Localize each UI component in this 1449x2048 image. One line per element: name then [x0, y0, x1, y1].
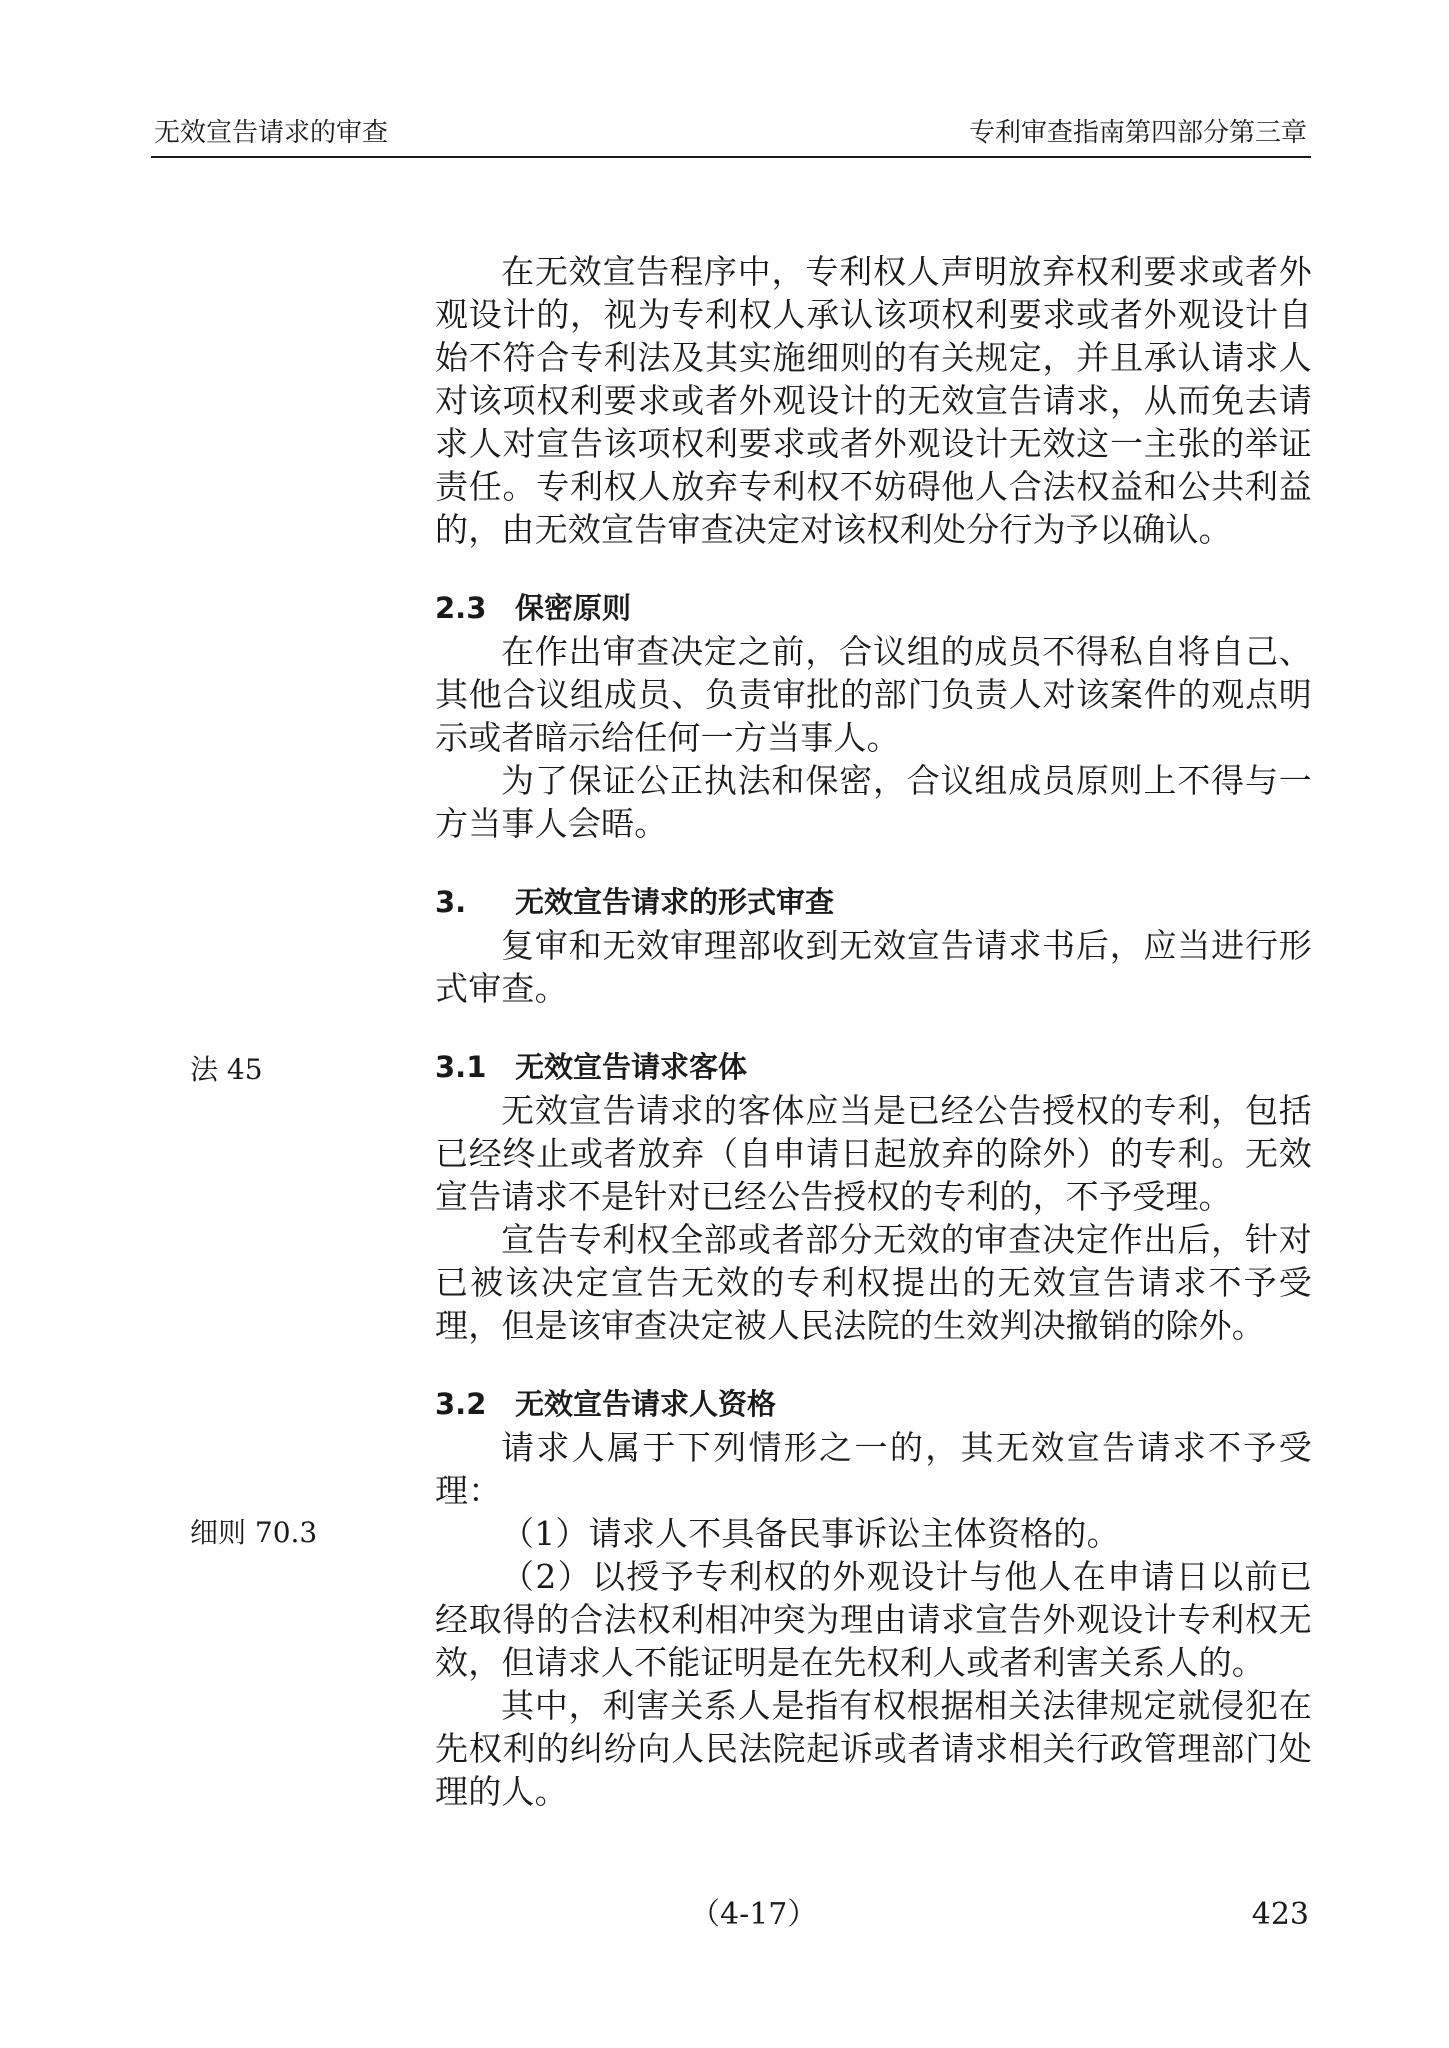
page-number: 423 [1251, 1897, 1309, 1932]
paragraph-waiver: 在无效宣告程序中，专利权人声明放弃权利要求或者外观设计的，视为专利权人承认该项权利要求或者外观设计自始不符合专利法及其实施细则的有关规定，并且承认请求人对该项权利要求或者外观设计的无效宣告请求，从而免去请求人对宣告该项权利要求或者外观设计无效这一主张的举证责任。专利权人放弃专利权不妨碍他人合法权益和公共利益的，由无效宣告审查决定对该权利处分行为予以确认。 [435, 252, 1312, 549]
paragraph-decision: 宣告专利权全部或者部分无效的审查决定作出后，针对已被该决定宣告无效的专利权提出的无效宣告请求不予受理，但是该审查决定被人民法院的生效判决撤销的除外。 [435, 1220, 1312, 1345]
paragraph-interested-party: 其中，利害关系人是指有权根据相关法律规定就侵犯在先权利的纠纷向人民法院起诉或者请求相关行政管理部门处理的人。 [435, 1686, 1312, 1811]
margin-note-law-45: 法 45 [190, 1053, 263, 1086]
paragraph-confidentiality: 在作出审查决定之前，合议组的成员不得私自将自己、其他合议组成员、负责审批的部门负责人对该案件的观点明示或者暗示给任何一方当事人。 [435, 632, 1312, 757]
main-content [435, 250, 1312, 1813]
page-footer [0, 1895, 1449, 1935]
margin-note-rule-70-3: 细则 70.3 [190, 1516, 318, 1549]
section-title: 无效宣告请求的形式审查 [515, 885, 835, 919]
section-heading-2-3 [435, 587, 1312, 630]
paragraph-object: 无效宣告请求的客体应当是已经公告授权的专利，包括已经终止或者放弃（自申请日起放弃的除外）的专利。无效宣告请求不是针对已经公告授权的专利的，不予受理。 [435, 1091, 1312, 1216]
paragraph-formal-review: 复审和无效审理部收到无效宣告请求书后，应当进行形式审查。 [435, 926, 1312, 1008]
section-number: 3.2 [435, 1387, 487, 1421]
section-heading-3 [435, 881, 1312, 924]
section-heading-3-1 [435, 1046, 1312, 1089]
section-heading-3-2 [435, 1383, 1312, 1426]
paragraph-qualification-intro: 请求人属于下列情形之一的，其无效宣告请求不予受理： [435, 1428, 1312, 1510]
section-number: 3.1 [435, 1050, 487, 1084]
running-head-right: 专利审查指南第四部分第三章 [968, 118, 1307, 148]
section-title: 保密原则 [515, 591, 632, 625]
list-item-1: （1）请求人不具备民事诉讼主体资格的。 [501, 1514, 1120, 1553]
paragraph-no-meeting: 为了保证公正执法和保密，合议组成员原则上不得与一方当事人会晤。 [435, 761, 1312, 843]
section-title: 无效宣告请求客体 [515, 1050, 748, 1084]
list-item-2: （2）以授予专利权的外观设计与他人在申请日以前已经取得的合法权利相冲突为理由请求宣告外观设计专利权无效，但请求人不能证明是在先权利人或者利害关系人的。 [435, 1557, 1312, 1682]
chapter-page-ref: （4-17） [690, 1897, 818, 1932]
page-header [151, 116, 1311, 158]
section-number: 2.3 [435, 591, 487, 625]
section-title: 无效宣告请求人资格 [515, 1387, 777, 1421]
section-number: 3. [435, 885, 467, 919]
running-head-left: 无效宣告请求的审查 [154, 118, 389, 148]
